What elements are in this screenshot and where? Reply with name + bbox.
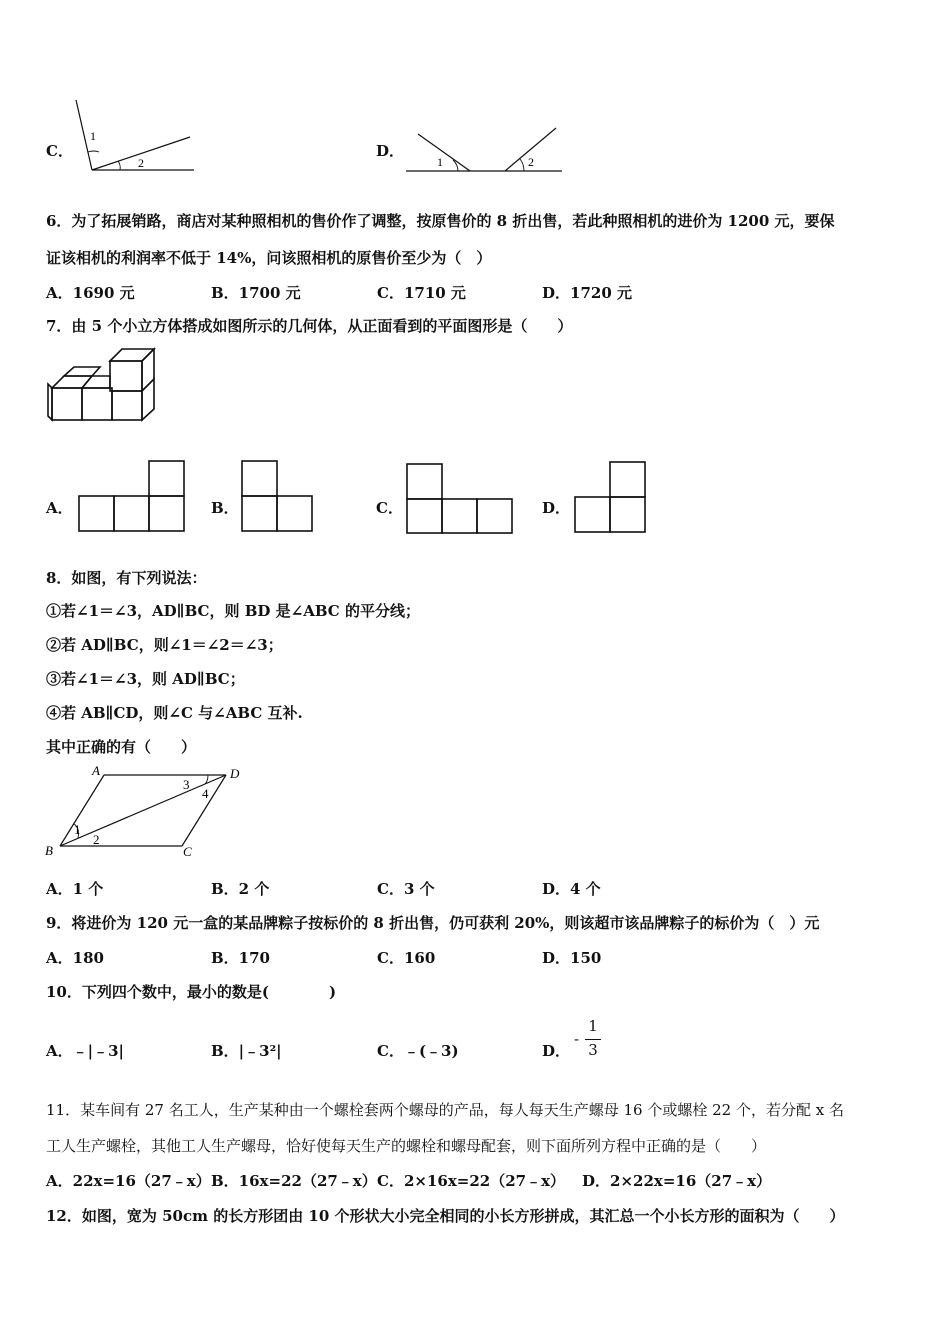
q10-option-a[interactable]: A．﹣|﹣3| [46,1042,124,1060]
q8-vertex-a: A [92,763,100,778]
q8-option-d[interactable]: D．4 个 [542,880,601,898]
q8-angle-2: 2 [93,832,100,847]
q7-stem: 7．由 5 个小立方体搭成如图所示的几何体，从正面看到的平面图形是（ ） [46,317,573,335]
q8-stem: 8．如图，有下列说法： [46,569,207,587]
q10-option-d-denominator: 3 [588,1041,598,1059]
q11-option-b[interactable]: B．16x=22（27﹣x） [211,1172,377,1190]
q7-option-b-figure[interactable] [240,458,316,534]
q6-option-b[interactable]: B．1700 元 [211,284,301,302]
q6-option-d[interactable]: D．1720 元 [542,284,632,302]
q6-stem-line2: 证该相机的利润率不低于 14%，问该照相机的原售价至少为（ ） [46,249,492,267]
q8-vertex-c: C [183,844,192,859]
q11-option-a[interactable]: A．22x=16（27﹣x） [46,1172,211,1190]
q5-c-angle-2: 2 [138,156,144,170]
q7-option-d-figure[interactable] [572,459,650,537]
q5-option-d-label: D． [376,142,405,160]
q7-option-a-label[interactable]: A． [46,499,73,517]
q7-option-a-figure[interactable] [77,458,187,534]
q7-option-c-label[interactable]: C． [376,499,403,517]
q11-option-d[interactable]: D．2×22x=16（27﹣x） [582,1172,772,1190]
q10-option-d-numerator: 1 [588,1017,598,1035]
q10-option-d-sign: - [574,1030,580,1048]
q12-stem: 12．如图，宽为 50cm 的长方形团由 10 个形状大小完全相同的小长方形拼成，其汇总一个小长方形的面积为（ ） [46,1207,845,1225]
q9-option-a[interactable]: A．180 [46,949,104,967]
q6-option-a[interactable]: A．1690 元 [46,284,135,302]
q5-option-c-label: C． [46,142,73,160]
q10-option-b[interactable]: B．|﹣3²| [211,1042,282,1060]
q7-cube-figure [44,343,164,428]
q10-stem: 10．下列四个数中，最小的数是( ) [46,983,337,1001]
q8-option-c[interactable]: C．3 个 [377,880,435,898]
q9-option-d[interactable]: D．150 [542,949,602,967]
q8-angle-3: 3 [183,777,190,792]
q5-option-c-figure [70,95,205,180]
q7-option-d-label[interactable]: D． [542,499,571,517]
q8-statement-1: ①若∠1＝∠3，AD∥BC，则 BD 是∠ABC 的平分线； [46,602,420,620]
q6-option-c[interactable]: C．1710 元 [377,284,466,302]
q10-option-c[interactable]: C．﹣(﹣3) [377,1042,459,1060]
q11-stem-line1: 11．某车间有 27 名工人，生产某种由一个螺栓套两个螺母的产品，每人每天生产螺母 16 个或螺栓 22 个，若分配 x 名 [46,1101,844,1119]
q7-option-b-label[interactable]: B． [211,499,239,517]
q8-option-b[interactable]: B．2 个 [211,880,270,898]
q11-stem-line2: 工人生产螺栓，其他工人生产螺母，恰好使每天生产的螺栓和螺母配套，则下面所列方程中正确的是（ ） [46,1137,767,1155]
q9-option-c[interactable]: C．160 [377,949,436,967]
q8-vertex-d: D [230,766,240,781]
q10-option-d-fraction-bar [585,1039,601,1040]
q7-option-c-figure[interactable] [405,462,515,536]
q6-stem-line1: 6．为了拓展销路，商店对某种照相机的售价作了调整，按原售价的 8 折出售，若此种照相机的进价为 1200 元，要保 [46,212,835,230]
q9-option-b[interactable]: B．170 [211,949,270,967]
q8-statement-3: ③若∠1＝∠3，则 AD∥BC； [46,670,245,688]
q8-vertex-b: B [45,843,53,858]
q5-d-angle-2: 2 [528,155,534,169]
q5-c-angle-1: 1 [90,129,96,143]
q8-statement-4: ④若 AB∥CD，则∠C 与∠ABC 互补. [46,704,303,722]
q8-parallelogram-figure [40,762,255,862]
q8-angle-1: 1 [74,822,81,837]
q5-d-angle-1: 1 [437,155,443,169]
q8-statement-2: ②若 AD∥BC，则∠1＝∠2＝∠3； [46,636,283,654]
q9-stem: 9．将进价为 120 元一盒的某品牌粽子按标价的 8 折出售，仍可获利 20%，则该超市该品牌粽子的标价为（ ）元 [46,914,820,932]
q8-question: 其中正确的有（ ） [46,738,197,756]
q10-option-d[interactable]: D． [542,1042,571,1060]
q11-option-c[interactable]: C．2×16x=22（27﹣x） [377,1172,566,1190]
q8-angle-4: 4 [202,786,209,801]
q8-option-a[interactable]: A．1 个 [46,880,104,898]
q5-option-d-figure [400,120,565,180]
